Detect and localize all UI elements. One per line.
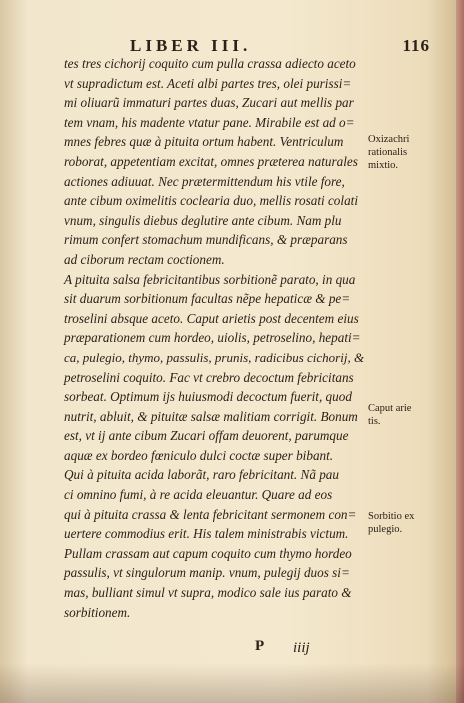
page-number: 116 bbox=[402, 36, 430, 55]
margin-note-caput-arietis bbox=[368, 402, 411, 428]
margin-note-line: rationalis bbox=[368, 147, 408, 158]
text-line: petroselini coquito. Fac vt crebro decoctum febricitans bbox=[64, 369, 354, 385]
margin-note-line: Sorbitio ex bbox=[368, 511, 415, 522]
margin-note-line: pulegio. bbox=[368, 524, 403, 535]
text-line: A pituita salsa febricitantibus sorbitionẽ parato, in qua bbox=[64, 271, 356, 287]
signature-number: iiij bbox=[293, 640, 310, 656]
text-line: Pullam crassam aut capum coquito cum thymo hordeo bbox=[64, 545, 352, 561]
text-line: sorbitionem. bbox=[64, 604, 131, 620]
text-line: nutrit, abluit, & pituitæ salsæ malitiam corrigit. Bonum bbox=[64, 408, 358, 424]
text-line: uertere commodius erit. His talem ministrabis victum. bbox=[64, 526, 349, 542]
body-text bbox=[64, 54, 364, 622]
margin-note-line: tis. bbox=[368, 416, 381, 427]
text-line: ci omnino fumi, à re acida eleuantur. Quare ad eos bbox=[64, 487, 333, 503]
running-head bbox=[130, 36, 430, 56]
text-line: Qui à pituita acida laborãt, raro febricitant. Nã pau bbox=[64, 467, 339, 483]
margin-note-sorbitio bbox=[368, 510, 414, 536]
running-title: LIBER III. bbox=[130, 36, 252, 55]
text-line: aquæ ex bordeo fœniculo dulci coctæ super bibant. bbox=[64, 447, 334, 463]
text-line: ca, pulegio, thymo, passulis, prunis, radicibus cichorij, & bbox=[64, 349, 365, 365]
page-edge bbox=[456, 0, 464, 703]
signature-mark bbox=[255, 638, 375, 655]
text-line: tes tres cichorij coquito cum pulla crassa adiecto aceto bbox=[64, 56, 356, 71]
text-line: rimum confert stomachum mundificans, & præparans bbox=[64, 232, 348, 248]
text-line: troselini absque aceto. Caput arietis post decentem eius bbox=[64, 310, 359, 326]
text-line: est, vt ij ante cibum Zucari offam deuorent, parumque bbox=[64, 428, 349, 444]
text-line: vt supradictum est. Aceti albi partes tres, olei purissi= bbox=[64, 75, 352, 91]
text-line: mnes febres quæ à pituita ortum habent. Ventriculum bbox=[64, 134, 344, 150]
margin-note-line: Caput arie bbox=[368, 403, 412, 414]
text-line: sit duarum sorbitionum facultas nẽpe hepaticæ & pe= bbox=[64, 291, 351, 307]
text-line: sorbeat. Optimum ijs huiusmodi decoctum fuerit, quod bbox=[64, 389, 352, 405]
margin-note-line: mixtio. bbox=[368, 160, 399, 171]
text-line: actiones adiuuat. Nec prætermittendum his vtile fore, bbox=[64, 173, 345, 189]
text-line: mas, bulliant simul vt supra, modico sale ius parato & bbox=[64, 585, 352, 601]
text-line: ad ciborum rectam coctionem. bbox=[64, 251, 225, 267]
text-line: mi oliuarũ immaturi partes duas, Zucari aut mellis par bbox=[64, 95, 354, 111]
margin-note-oxizachri bbox=[368, 133, 409, 172]
signature-letter: P bbox=[255, 638, 265, 654]
text-line: passulis, vt singulorum manip. vnum, pulegij duos si= bbox=[64, 565, 350, 581]
text-line: qui à pituita crassa & lenta febricitant sermonem con= bbox=[64, 506, 357, 522]
margin-note-line: Oxizachri bbox=[368, 134, 410, 145]
text-line: præparationem cum hordeo, uiolis, petroselino, hepati= bbox=[64, 330, 361, 346]
page-shadow bbox=[0, 663, 464, 703]
text-line: tem vnam, his madente vtatur pane. Mirabile est ad o= bbox=[64, 114, 355, 130]
text-line: vnum, singulis diebus deglutire ante cibum. Nam plu bbox=[64, 212, 342, 228]
text-line: roborat, appetentiam excitat, omnes præterea naturales bbox=[64, 153, 358, 169]
text-line: ante cibum oximelitis coclearia duo, mellis rosati colati bbox=[64, 193, 358, 209]
